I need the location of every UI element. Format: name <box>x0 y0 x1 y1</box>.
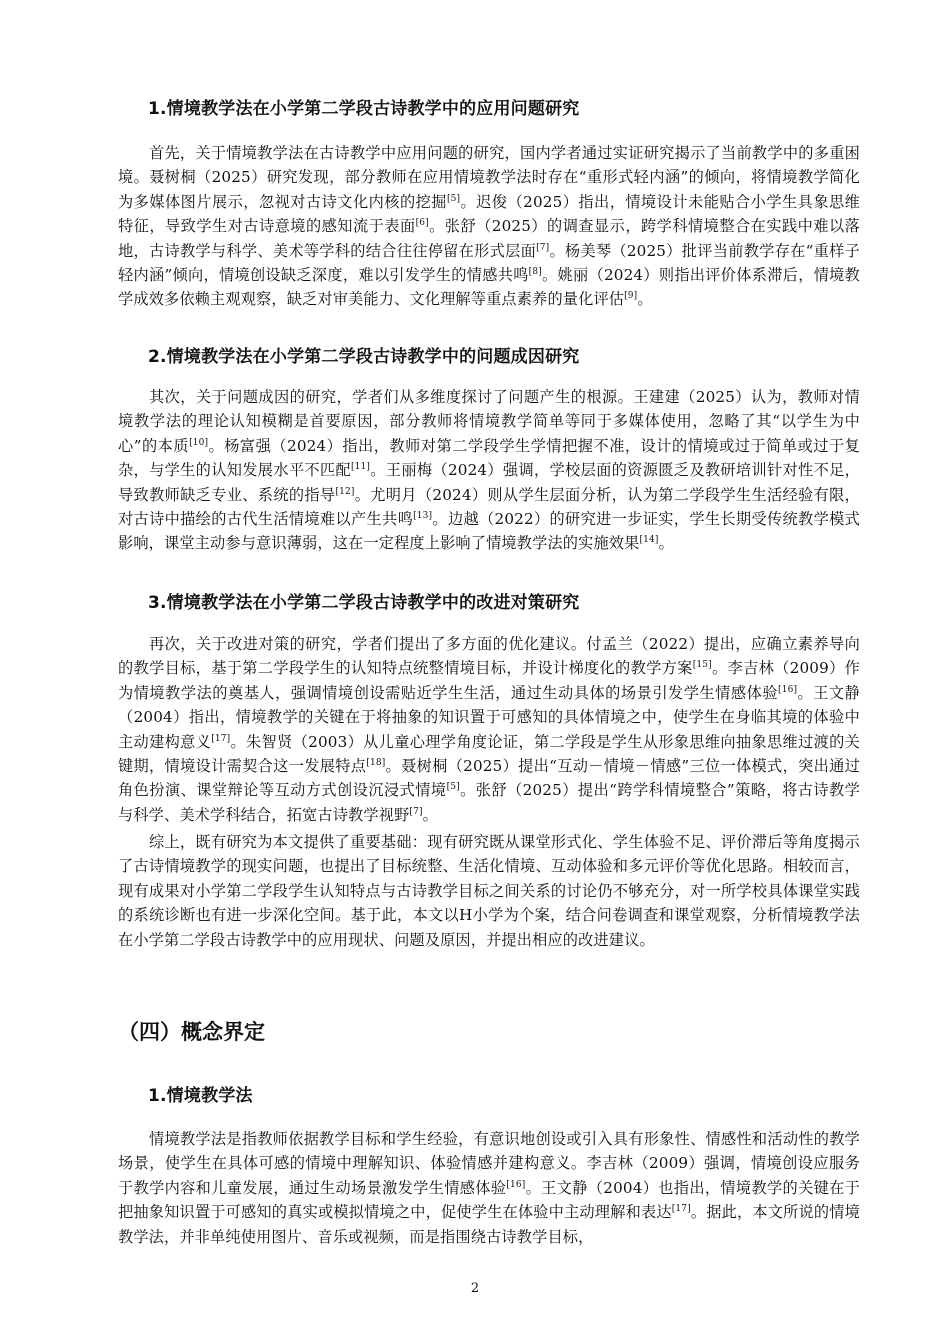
paragraph-text: 。 <box>637 290 653 309</box>
paragraph-text: 。李吉林（2009）作为情境教学法的奠基人，强调情境创设需贴近学生生活，通过生动具体的场景引发学生情感体验 <box>118 659 860 702</box>
paragraph-text: 。王文静（2004）指出，情境教学的关键在于将抽象的知识置于可感知的具体情境之中，使学生在身临其境的体验中主动建构意义 <box>118 683 860 751</box>
citation-marker: [15] <box>692 660 712 671</box>
paragraph-text: 。据此，本文所说的情境教学法，并非单纯使用图片、音乐或视频，而是指围绕古诗教学目标， <box>118 1203 860 1246</box>
paragraph-text: 。 <box>422 805 438 824</box>
section-heading-2: 2.情境教学法在小学第二学段古诗教学中的问题成因研究 <box>148 347 580 367</box>
citation-marker: [5] <box>446 782 460 793</box>
citation-marker: [7] <box>536 242 550 253</box>
paragraph-text: 。杨美琴（2025）批评当前教学存在“重样子轻内涵”倾向，情境创设缺乏深度，难以引发学生的情感共鸣 <box>118 241 860 285</box>
paragraph-text: 。张舒（2025）提出“跨学科情境整合”策略，将古诗教学与科学、美术学科结合，拓宽古诗教学视野 <box>118 781 860 824</box>
paragraph-text: 其次，关于问题成因的研究，学者们从多维度探讨了问题产生的根源。王建建（2025）认为，教师对情境教学法的理论认知模糊是首要原因，部分教师将情境教学简单等同于多媒体使用，忽略了其“以学生为中心”的本质 <box>118 388 860 455</box>
citation-marker: [16] <box>506 1179 526 1190</box>
citation-marker: [10] <box>189 437 209 448</box>
paragraph-text: 。朱智贤（2003）从儿童心理学角度论证，第二学段是学生从形象思维向抽象思维过渡的关键期，情境设计需契合这一发展特点 <box>118 732 860 776</box>
paragraph-summary <box>118 830 860 952</box>
citation-marker: [17] <box>671 1204 691 1215</box>
paragraph-application-problems <box>118 141 860 312</box>
paragraph-problem-causes <box>118 385 860 556</box>
section-heading-1: 1.情境教学法在小学第二学段古诗教学中的应用问题研究 <box>148 99 580 119</box>
paragraph-text: 。杨富强（2024）指出，教师对第二学段学生学情把握不准，设计的情境或过于简单或过于复杂，与学生的认知发展水平不匹配 <box>118 436 861 480</box>
paragraph-text: 。王丽梅（2024）强调，学校层面的资源匮乏及教研培训针对性不足，导致教师缺乏专业、系统的指导 <box>118 461 860 504</box>
citation-marker: [8] <box>528 267 542 278</box>
citation-marker: [9] <box>624 291 638 302</box>
paragraph-text: 首先，关于情境教学法在古诗教学中应用问题的研究，国内学者通过实证研究揭示了当前教学中的多重困境。聂树桐（2025）研究发现，部分教师在应用情境教学法时存在“重形式轻内涵”的倾向，将情境教学简化为多媒体图片展示，忽视对古诗文化内核的挖掘 <box>118 144 860 211</box>
paragraph-text: 。聂树桐（2025）提出“互动－情境－情感”三位一体模式，突出通过角色扮演、课堂辩论等互动方式创设沉浸式情境 <box>118 757 860 800</box>
paragraph-text: 。尤明月（2024）则从学生层面分析，认为第二学段学生生活经验有限，对古诗中描绘的古代生活情境难以产生共鸣 <box>118 485 860 529</box>
citation-marker: [13] <box>413 511 433 522</box>
subsection-heading-situational-teaching: 1.情境教学法 <box>148 1086 253 1106</box>
citation-marker: [5] <box>446 193 461 204</box>
paragraph-text: 。迟俊（2025）指出，情境设计未能贴合小学生具象思维特征，导致学生对古诗意境的感知流于表面 <box>118 192 861 236</box>
paragraph-text: 。王文静（2004）也指出，情境教学的关键在于把抽象知识置于可感知的真实或模拟情境之中，促使学生在体验中主动理解和表达 <box>118 1178 861 1222</box>
paragraph-text: 。边越（2022）的研究进一步证实，学生长期受传统教学模式影响，课堂主动参与意识薄弱，这在一定程度上影响了情境教学法的实施效果 <box>118 510 860 553</box>
citation-marker: [12] <box>335 486 355 497</box>
page-number: 2 <box>470 1281 480 1296</box>
paragraph-text: 综上，既有研究为本文提供了重要基础：现有研究既从课堂形式化、学生体验不足、评价滞后等角度揭示了古诗情境教学的现实问题，也提出了目标统整、生活化情境、互动体验和多元评价等优化思路。相较而言，现有成果对小学第二学段学生认知特点与古诗教学目标之间关系的讨论仍不够充分，对一所学校具体课堂实践的系统诊断也有进一步深化空间。基于此，本文以H小学为个案，结合问卷调查和课堂观察，分析情境教学法在小学第二学段古诗教学中的应用现状、问题及原因，并提出相应的改进建议。 <box>118 833 860 949</box>
paragraph-text: 。张舒（2025）的调查显示，跨学科情境整合在实践中难以落地，古诗教学与科学、美术等学科的结合往往停留在形式层面 <box>118 217 860 260</box>
paragraph-text: 。姚丽（2024）则指出评价体系滞后，情境教学成效多依赖主观观察，缺乏对审美能力、文化理解等重点素养的量化评估 <box>118 266 860 309</box>
paragraph-improvement-strategies <box>118 632 860 827</box>
paragraph-definition <box>118 1127 860 1249</box>
paragraph-text: 。 <box>658 534 674 553</box>
citation-marker: [11] <box>351 462 371 473</box>
citation-marker: [18] <box>366 758 386 769</box>
chapter-heading-concept-definition: （四）概念界定 <box>118 1020 265 1044</box>
paragraph-text: 情境教学法是指教师依据教学目标和学生经验，有意识地创设或引入具有形象性、情感性和活动性的教学场景，使学生在具体可感的情境中理解知识、体验情感并建构意义。李吉林（2009）强调，情境创设应服务于教学内容和儿童发展，通过生动场景激发学生情感体验 <box>118 1130 860 1197</box>
citation-marker: [17] <box>211 733 231 744</box>
paragraph-text: 再次，关于改进对策的研究，学者们提出了多方面的优化建议。付孟兰（2022）提出，应确立素养导向的教学目标，基于第二学段学生的认知特点统整情境目标，并设计梯度化的教学方案 <box>118 635 860 678</box>
citation-marker: [16] <box>778 684 798 695</box>
citation-marker: [6] <box>415 218 429 229</box>
citation-marker: [14] <box>639 535 659 546</box>
section-heading-3: 3.情境教学法在小学第二学段古诗教学中的改进对策研究 <box>148 593 580 613</box>
citation-marker: [7] <box>409 806 423 817</box>
